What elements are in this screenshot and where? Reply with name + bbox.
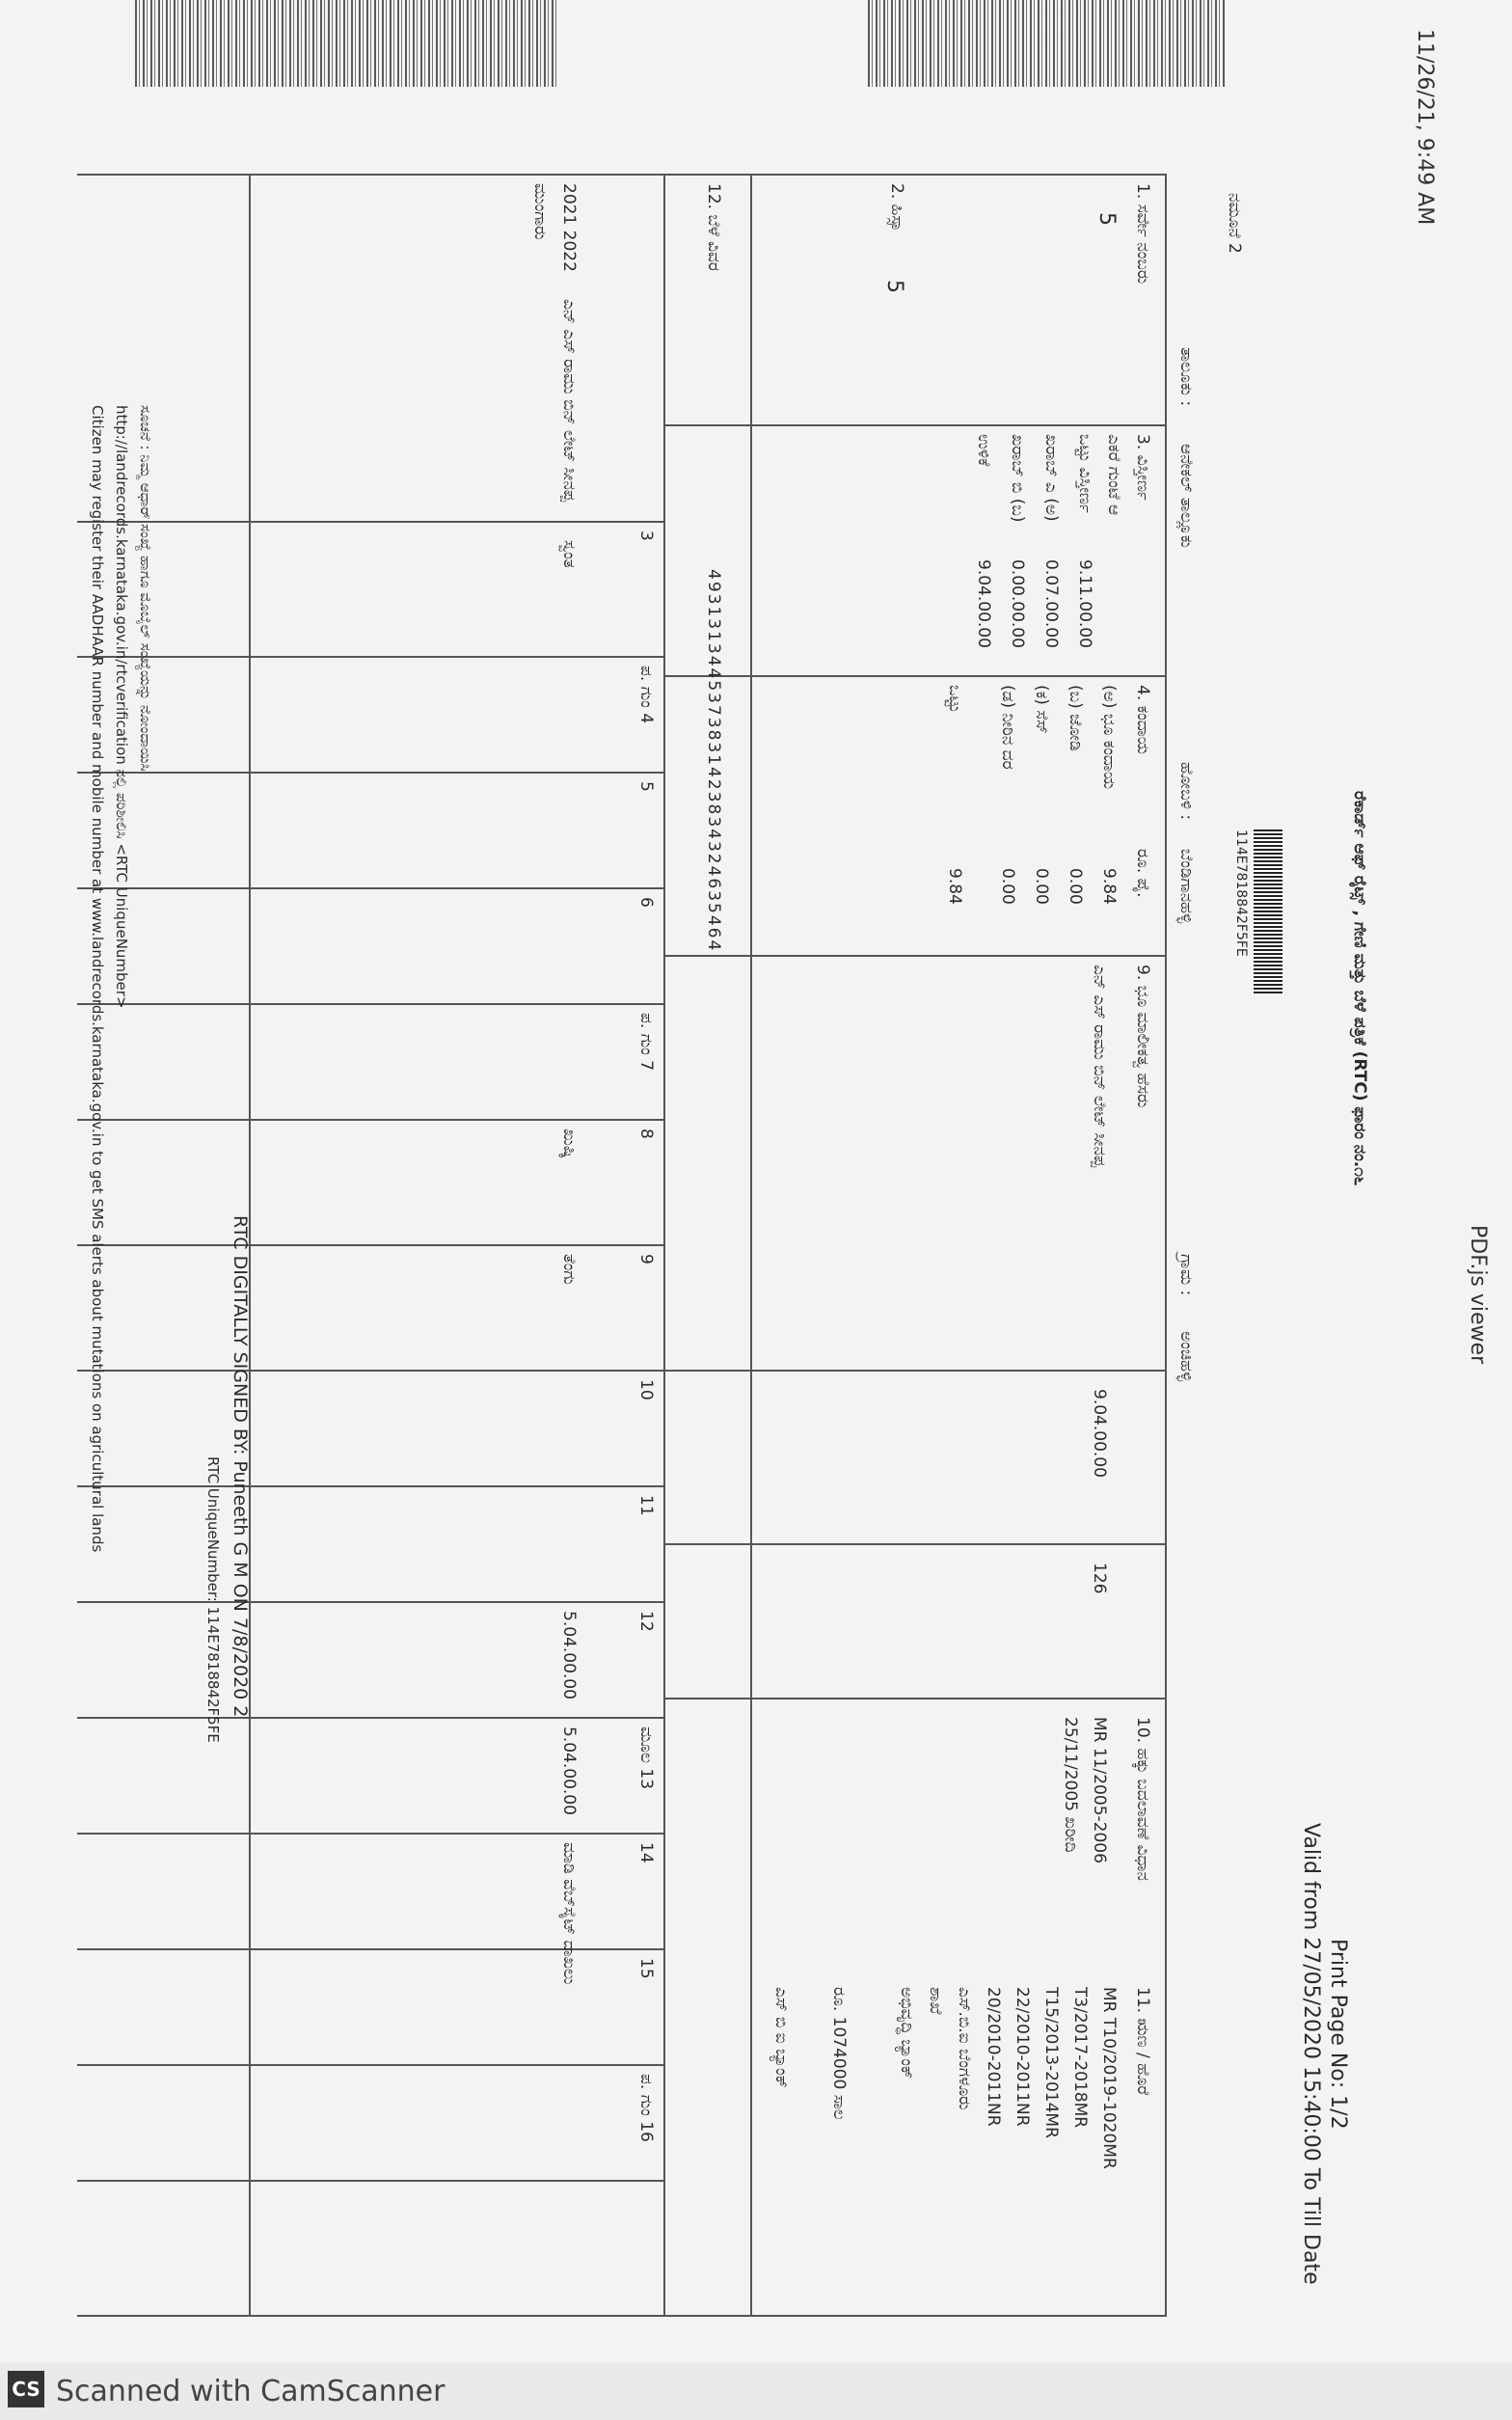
revenue-total: 9.84 bbox=[945, 868, 964, 905]
browser-timestamp: 11/26/21, 9:49 AM bbox=[1413, 29, 1437, 226]
land-type: ಖುಷ್ಕಿ bbox=[559, 1128, 579, 1158]
revenue-heading: 4. ಕಂದಾಯ bbox=[1133, 685, 1152, 754]
remark-item: ಎಸ್.ಬಿ.ಐ ಬೆಂಗಳೂರು bbox=[955, 1987, 974, 2110]
crop-col: 14 bbox=[636, 1842, 656, 1863]
hobli: ಬೆಂಡಿಗಾನಹಳ್ಳಿ bbox=[1176, 849, 1196, 924]
top-barcode-right bbox=[868, 0, 1225, 87]
area-remaining-label: ಉಳಿಕೆ bbox=[974, 434, 993, 467]
hissa-no: 5 bbox=[882, 280, 906, 293]
crop-col: 12 bbox=[636, 1611, 656, 1632]
signed-by: RTC DIGITALLY SIGNED BY: Puneeth G M ON 7/8/2020 2 bbox=[230, 1215, 251, 1718]
other: 0.00 bbox=[1032, 868, 1051, 905]
remark-item: 20/2010-2011NR bbox=[984, 1987, 1003, 2127]
valid-from: Valid from 27/05/2020 15:40:00 To Till Date bbox=[1299, 1823, 1323, 2285]
hissa-label: 2. ಹಿಸ್ಸಾ bbox=[887, 183, 906, 231]
irrigation: ಸ್ವಂತ bbox=[559, 540, 579, 568]
survey-label: 1. ಸರ್ವೇ ನಂಬರು bbox=[1133, 183, 1152, 285]
cess: 0.00 bbox=[1066, 868, 1085, 905]
form-no: ನಮೂನೆ 2 bbox=[1225, 193, 1244, 254]
kharab-a-label: ಖರಾಬ್ ಎ (ಅ) bbox=[1041, 434, 1061, 522]
rtc-code: 114E7818842F5FE bbox=[1233, 829, 1249, 957]
print-page: Print Page No: 1/2 bbox=[1326, 1939, 1350, 2130]
mutation: MR 11/2005-2006 bbox=[1090, 1717, 1109, 1863]
area-heading: 3. ವಿಸ್ತೀರ್ಣ bbox=[1133, 434, 1152, 501]
watermark-number: 4931313445373831423834324635464 bbox=[704, 569, 723, 953]
kharab-a: 0.07.00.00 bbox=[1041, 559, 1061, 648]
doc-title: ರೆಕಾರ್ಡ್ ಆಫ್ ರೈಟ್ಸ್ , ಗೇಣಿ ಮತ್ತು ಬೆಳೆ ಪತ್ರಿಕೆ (RTC) ಫಾರಂ ನಂ.೧೬ bbox=[1350, 791, 1369, 1186]
land-revenue: 9.84 bbox=[1099, 868, 1119, 905]
khata-no: 126 bbox=[1090, 1563, 1109, 1594]
crop-col: ಪ. ಗುಂ 4 bbox=[636, 666, 656, 724]
crop-status: ಮಾಡಿ ವೆಬ್‌ಸೈಟ್ ದಾಖಲು bbox=[559, 1842, 579, 1985]
remark-item: ಎಸ್ ಬಿ ಐ ಬ್ಯಾಂಕ್ bbox=[771, 1987, 791, 2088]
footer-kn: ಸೂಚನೆ : ನಿಮ್ಮ ಆಧಾರ್ ಸಂಖ್ಯೆ ಹಾಗೂ ಮೊಬೈಲ್ ಸಂಖ್ಯೆಯನ್ನು ನೋಂದಾಯಿಸಿ bbox=[137, 405, 154, 772]
footer-url: http://landrecords.karnataka.gov.in/rtcverification ನಲ್ಲಿ ಪರಿಶೀಲಿಸಿ <RTC UniqueNumber> bbox=[113, 405, 130, 1009]
crop-heading: 12. ಬೆಳೆ ವಿವರ bbox=[704, 183, 723, 271]
crop-col: 5 bbox=[636, 781, 656, 792]
crop-col: 11 bbox=[636, 1495, 656, 1516]
camscanner-footer bbox=[0, 2363, 1512, 2420]
crop-col: 3 bbox=[636, 530, 656, 541]
owner-name: ಎನ್ ಎಸ್ ರಾಮು ಬಿನ್ ಲೇಟ್ ಸೀನಪ್ಪ bbox=[1090, 965, 1109, 1168]
village: ಅಂಚಿಹಳ್ಳಿ bbox=[1176, 1331, 1196, 1382]
owner-heading: 9. ಭೂ ಮಾಲೀಕತ್ವ ಹೆಸರು bbox=[1133, 965, 1152, 1108]
remark-item: ಅಭಿವೃದ್ಧಿ ಬ್ಯಾಂಕ್ bbox=[897, 1987, 916, 2080]
taluk-label: ತಾಲೂಕು : bbox=[1176, 347, 1196, 407]
crop-col: 10 bbox=[636, 1379, 656, 1400]
village-label: ಗ್ರಾಮ : bbox=[1176, 1254, 1196, 1296]
area-total: 9.11.00.00 bbox=[1075, 559, 1094, 648]
cess-label: (ಬ) ಜೋಡಿ bbox=[1066, 685, 1085, 751]
crop-col: 8 bbox=[636, 1128, 656, 1139]
water: 0.00 bbox=[998, 868, 1017, 905]
kharab-b-label: ಖರಾಬ್ ಬಿ (ಬ) bbox=[1008, 434, 1027, 523]
remark-item: ಶಾಖೆ bbox=[926, 1987, 945, 2015]
owner-area: 9.04.00.00 bbox=[1090, 1389, 1109, 1478]
pdf-viewer-label: PDF.js viewer bbox=[1466, 1225, 1490, 1365]
remark-item: ರೂ. 1074000 ಸಾಲ bbox=[829, 1987, 849, 2120]
area-total-label: ಒಟ್ಟು ವಿಸ್ತೀರ್ಣ bbox=[1075, 434, 1094, 513]
crop-area-1: 5.04.00.00 bbox=[559, 1611, 579, 1699]
top-barcode-left bbox=[135, 0, 559, 87]
remark-item: 22/2010-2011NR bbox=[1012, 1987, 1032, 2127]
remark-item: T15/2013-2014MR bbox=[1041, 1987, 1061, 2138]
crop-col: 9 bbox=[636, 1254, 656, 1264]
remarks-heading: 11. ಋಣ / ಹೊರೆ bbox=[1133, 1987, 1152, 2096]
unique-number: RTC UniqueNumber: 114E7818842F5FE bbox=[204, 1456, 222, 1743]
revenue-total-label: ಒಟ್ಟು bbox=[945, 685, 964, 714]
footer-en: Citizen may register their AADHAAR number and mobile number at www.landrecords.karnataka.gov.in to get SMS alerts about mutations on agricultural lands bbox=[89, 405, 106, 1553]
kharab-b: 0.00.00.00 bbox=[1008, 559, 1027, 648]
rtc-document bbox=[77, 154, 1389, 2315]
rtc-barcode bbox=[1254, 829, 1282, 993]
hobli-label: ಹೋಬಳಿ : bbox=[1176, 762, 1196, 821]
crop-season: ಮುಂಗಾರು bbox=[530, 183, 550, 240]
remark-item: MR T10/2019-1020MR bbox=[1099, 1987, 1119, 2169]
crop-col: 6 bbox=[636, 897, 656, 908]
remark-item: T3/2017-2018MR bbox=[1070, 1987, 1090, 2129]
crop-area-2: 5.04.00.00 bbox=[559, 1727, 579, 1815]
water-label: (ಡ) ನೀರಿನ ದರ bbox=[998, 685, 1017, 770]
mutation-heading: 10. ಹಕ್ಕು ಬದಲಾವಣೆ ವಿಧಾನ bbox=[1133, 1717, 1152, 1881]
crop-col: ಪ. ಗುಂ 7 bbox=[636, 1013, 656, 1072]
survey-no: 5 bbox=[1094, 212, 1119, 226]
crop-col: ಪ. ಗುಂ 16 bbox=[636, 2074, 656, 2142]
area-remaining: 9.04.00.00 bbox=[974, 559, 993, 648]
revenue-units: ರೂ. ಪೈ. bbox=[1133, 849, 1152, 898]
crop-col: ಮೂಲ 13 bbox=[636, 1727, 656, 1790]
taluk: ಆನೇಕಲ್ ತಾಲ್ಲೂಕು bbox=[1176, 444, 1196, 548]
crop-name: ತೆಂಗು bbox=[559, 1254, 579, 1285]
crop-col: 15 bbox=[636, 1958, 656, 1979]
camscanner-text: Scanned with CamScanner bbox=[56, 2375, 446, 2408]
crop-year: 2021 2022 bbox=[559, 183, 579, 272]
mutation-date: 25/11/2005 ಖರೀದಿ bbox=[1061, 1717, 1080, 1853]
land-revenue-label: (ಅ) ಭೂ ಕಂದಾಯ bbox=[1099, 685, 1119, 790]
area-units: ಎಕರೆ ಗುಂಟೆ ಆ bbox=[1104, 434, 1123, 516]
camscanner-logo-icon: CS bbox=[8, 2371, 44, 2407]
crop-owner: ಎನ್ ಎಸ್ ರಾಮು ಬಿನ್ ಲೇಟ್ ಸೀನಪ್ಪ bbox=[559, 299, 579, 503]
other-label: (ಕ) ಸೆಸ್ bbox=[1032, 685, 1051, 734]
